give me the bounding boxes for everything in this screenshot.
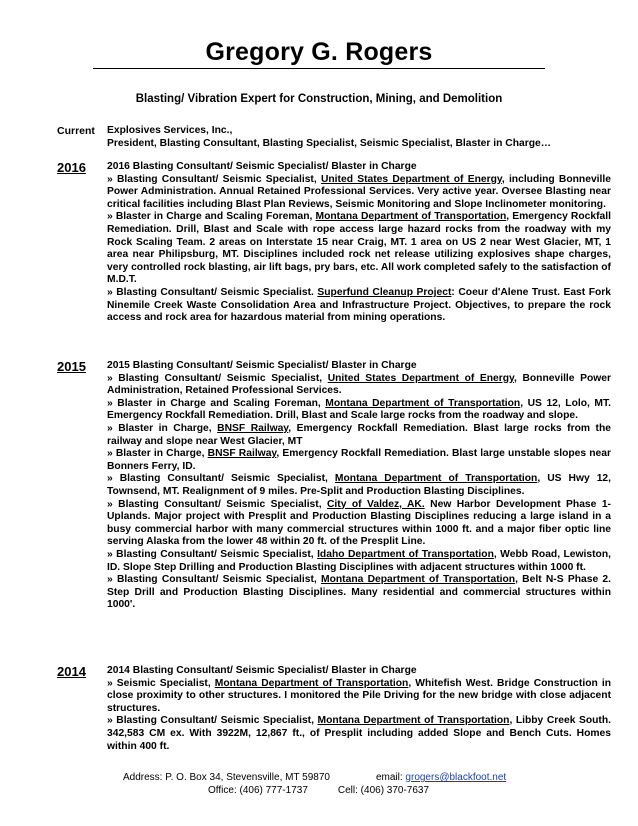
footer-address: Address: P. O. Box 34, Stevensville, MT 59870: [123, 772, 330, 783]
entry-2016-3: » Blasting Consultant/ Seismic Specialist. Superfund Cleanup Project: Coeur d'Alene Trust. East Fork Ninemile Creek Waste Consolidation Area and Infrastructure Project. Objectives, to prepare the rock access and rock area for hazardous material from mining operations.: [107, 286, 612, 324]
footer-office-phone: Office: (406) 777-1737: [208, 785, 308, 796]
org-link: Montana Department of Transportation: [317, 715, 510, 727]
section-2014: [107, 665, 611, 753]
entry-2015-6: » Blasting Consultant/ Seismic Specialist, City of Valdez, AK. New Harbor Development Phase 1- Uplands. Major project with Presplit and Production Blasting Disciplines reducing a large island in a busy commercial harbor with many commercial structures within 1000 ft. and a major fiber optic line serving Alaska from the lower 48 within 20 ft. of the Presplit Line.: [107, 498, 611, 548]
footer-cell-phone: Cell: (406) 370-7637: [337, 785, 430, 796]
entry-2015-8: » Blasting Consultant/ Seismic Specialist, Montana Department of Transportation, Belt N-S Phase 2. Step Drill and Production Blasting Disciplines. Many residential and commercial structures within 1000'.: [107, 574, 611, 611]
entry-2016-1: » Blasting Consultant/ Seismic Specialist, United States Department of Energy, including Bonneville Power Administration. Annual Retained Professional Services. Very active year. Oversee Blasting near critical facilities including Blast Plan Reviews, Seismic Monitoring and Slope Inclinometer monitoring.: [107, 173, 611, 210]
section-current: [107, 125, 611, 150]
section-label-2016: 2016: [57, 160, 86, 175]
entry-2015-3: » Blaster in Charge, BNSF Railway, Emergency Rockfall Remediation. Blast large rocks from the railway and slope near West Glacier, MT: [107, 422, 611, 447]
entry-2015-5: » Blasting Consultant/ Seismic Specialist, Montana Department of Transportation, US Hwy 12, Townsend, MT. Realignment of 9 miles. Pre-Split and Production Blasting Disciplines.: [107, 473, 612, 497]
org-link: Montana Department of Transportation: [214, 677, 409, 689]
resume-name: Gregory G. Rogers: [205, 38, 433, 66]
footer-row-1: [123, 772, 506, 783]
org-link: City of Valdez, AK.: [327, 498, 425, 510]
header-divider: [93, 68, 545, 69]
org-link: Montana Department of Transportation: [325, 397, 521, 409]
entry-2015-7: » Blasting Consultant/ Seismic Specialist, Idaho Department of Transportation, Webb Road, Lewiston, ID. Slope Step Drilling and Production Blasting Disciplines with adjacent structures within 1000 ft.: [107, 548, 611, 573]
entry-2014-2: » Blasting Consultant/ Seismic Specialist, Montana Department of Transportation, Libby Creek South. 342,583 CM ex. With 3922M, 12,867 ft., of Presplit including added Slope and Bench Cuts. Homes within 400 ft.: [107, 715, 611, 752]
entry-2015-2: » Blaster in Charge and Scaling Foreman, Montana Department of Transportation, US 12, Lolo, MT. Emergency Rockfall Remediation. Drill, Blast and Scale large rocks from the roadway and slope.: [107, 397, 611, 422]
org-link: Montana Department of Transportation: [321, 574, 516, 586]
entry-2016-2: » Blaster in Charge and Scaling Foreman, Montana Department of Transportation, Emergency Rockfall Remediation. Drill, Blast and Scale with rope access large hazard rocks from the roadway with my Rock Scaling Team. 2 areas on Interstate 15 near Craig, MT. 1 area on US 2 near West Glacier, MT, 1 area near Philipsburg, MT. Disciplines included rock net release utilizing explosives shape charges, very controlled rock blasting, air lift bags, pry bars, etc. All work completed safely to the satisfaction of M.D.T.: [107, 211, 611, 286]
section-2016-header: 2016 Blasting Consultant/ Seismic Specialist/ Blaster in Charge: [107, 161, 417, 172]
current-roles: President, Blasting Consultant, Blasting Specialist, Seismic Specialist, Blaster in Charge…: [107, 137, 552, 149]
section-2015-header: 2015 Blasting Consultant/ Seismic Specialist/ Blaster in Charge: [107, 360, 417, 371]
org-link: United States Department of Energy: [320, 173, 502, 185]
org-link: United States Department of Energy: [327, 372, 515, 384]
section-2016: [107, 161, 611, 325]
org-link: BNSF Railway: [207, 448, 277, 460]
footer-email-link[interactable]: grogers@blackfoot.net: [405, 772, 507, 783]
entry-2015-4: » Blaster in Charge, BNSF Railway, Emergency Rockfall Remediation. Blast large unstable slopes near Bonners Ferry, ID.: [107, 448, 611, 472]
section-2014-header: 2014 Blasting Consultant/ Seismic Specialist/ Blaster in Charge: [107, 665, 417, 676]
org-link: Montana Department of Transportation: [334, 473, 538, 485]
org-link: Montana Department of Transportation: [315, 211, 507, 223]
section-2015: [107, 360, 611, 612]
footer-email-label: email:: [375, 772, 406, 783]
footer-row-2: [208, 785, 429, 796]
entry-2014-1: » Seismic Specialist, Montana Department of Transportation, Whitefish West. Bridge Construction in close proximity to other structures. I monitored the Pile Driving for the new bridge with close adjacent structures.: [107, 677, 611, 714]
org-link: Idaho Department of Transportation: [317, 548, 494, 560]
section-label-2015: 2015: [57, 359, 86, 374]
section-label-current: Current: [57, 125, 95, 137]
section-label-2014: 2014: [57, 664, 86, 679]
entry-2015-1: » Blasting Consultant/ Seismic Specialist, United States Department of Energy, Bonneville Power Administration, Retained Professional Services.: [107, 372, 611, 397]
resume-subtitle: Blasting/ Vibration Expert for Construction, Mining, and Demolition: [135, 93, 503, 105]
current-company: Explosives Services, Inc.,: [107, 125, 233, 136]
org-link: Superfund Cleanup Project: [317, 286, 452, 298]
org-link: BNSF Railway: [217, 422, 289, 434]
